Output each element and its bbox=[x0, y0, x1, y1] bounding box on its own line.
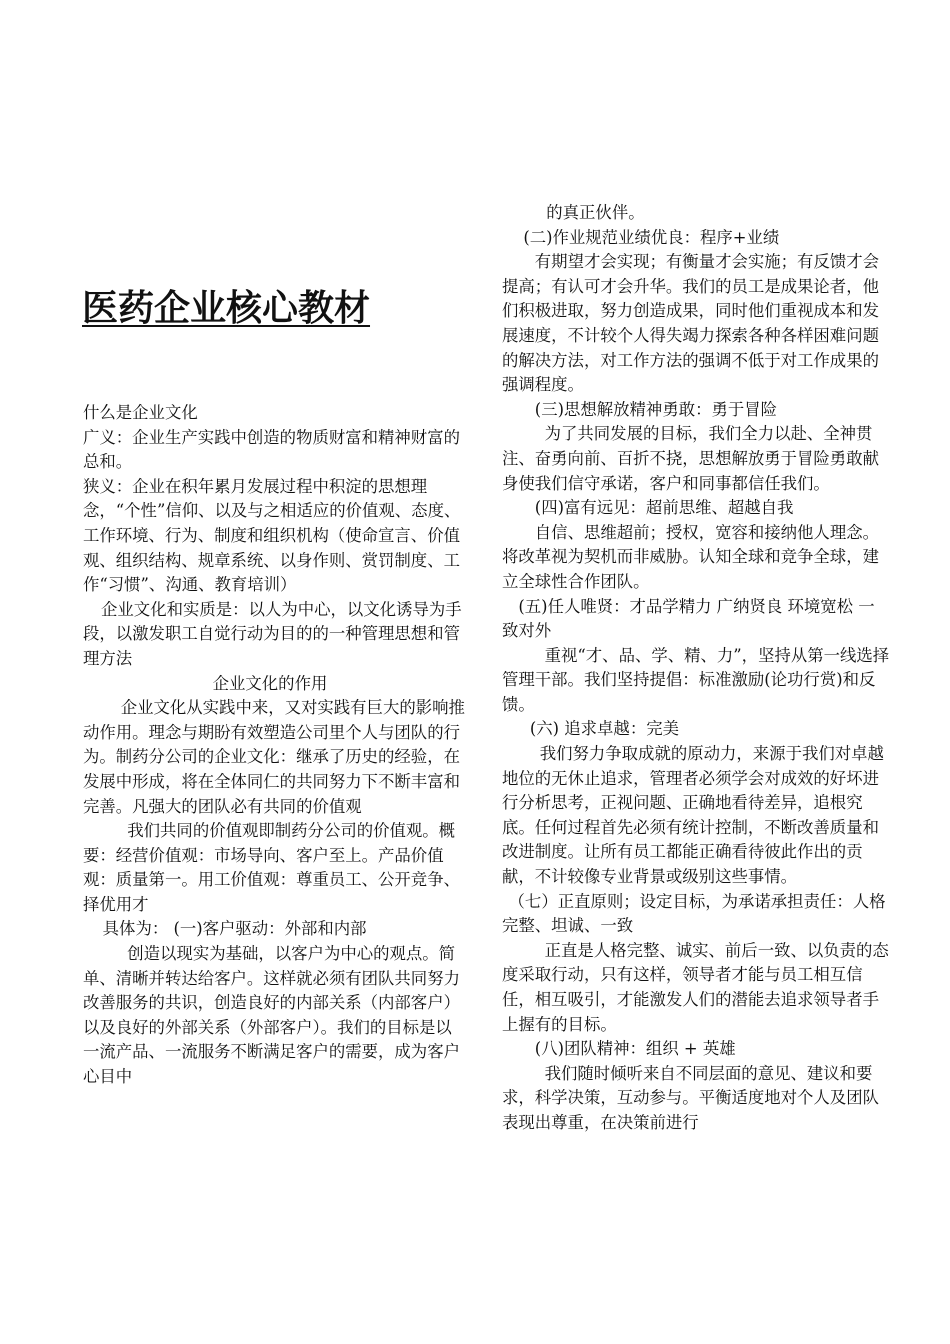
paragraph: (四)富有远见：超前思维、超越自我 bbox=[534, 498, 794, 518]
paragraph: 广义：企业生产实践中创造的物质财富和精神财富的总和。 bbox=[83, 427, 460, 472]
right-column bbox=[502, 201, 890, 1136]
paragraph: 企业文化从实践中来，又对实践有巨大的影响推动作用。理念与期盼有效塑造公司里个人与团队的行为。制药分公司的企业文化：继承了历史的经验，在发展中形成，将在全体同仁的共同努力下不断丰富和完善。凡强大的团队必有共同的价值观 bbox=[83, 698, 465, 816]
paragraph: （七）正直原则；设定目标，为承诺承担责任：人格完整、坦诚、一致 bbox=[502, 891, 886, 936]
paragraph: (三)思想解放精神勇敢：勇于冒险 bbox=[534, 399, 778, 419]
paragraph: 狭义：企业在积年累月发展过程中积淀的思想理念，“个性”信仰、以及与之相适应的价值观、态度、工作环境、行为、制度和组织机构（使命宣言、价值观、组织结构、规章系统、以身作则、赏罚制度、工作“习惯”、沟通、教育培训） bbox=[83, 476, 461, 595]
paragraph: 我们共同的价值观即制药分公司的价值观。概要：经营价值观：市场导向、客户至上。产品价值观：质量第一。用工价值观：尊重员工、公开竞争、择优用才 bbox=[83, 821, 460, 914]
paragraph: 具体为： (一)客户驱动：外部和内部 bbox=[102, 919, 367, 939]
document-title: 医药企业核心教材 bbox=[82, 288, 371, 329]
paragraph: (六) 追求卓越：完美 bbox=[529, 719, 679, 739]
paragraph: 自信、思维超前；授权，宽容和接纳他人理念。将改革视为契机而非威胁。认知全球和竞争全球，建立全球性合作团队。 bbox=[502, 522, 879, 591]
paragraph: (二)作业规范业绩优良：程序+业绩 bbox=[523, 227, 780, 247]
paragraph: 有期望才会实现；有衡量才会实施；有反馈才会提高；有认可才会升华。我们的员工是成果论者，他们积极进取，努力创造成果，同时他们重视成本和发展速度，不计较个人得失竭力探索各种各样困难问题的解决方法，对工作方法的强调不低于对工作成果的强调程度。 bbox=[502, 252, 879, 395]
paragraph: 我们随时倾听来自不同层面的意见、建议和要求，科学决策，互动参与。平衡适度地对个人及团队表现出尊重，在决策前进行 bbox=[502, 1063, 879, 1132]
paragraph: 的真正伙伴。 bbox=[546, 203, 645, 222]
left-column bbox=[83, 401, 467, 1090]
paragraph: (五)任人唯贤：才品学精力 广纳贤良 环境宽松 一致对外 bbox=[502, 596, 875, 641]
paragraph: (八)团队精神：组织 + 英雄 bbox=[534, 1039, 736, 1059]
section-heading: 企业文化的作用 bbox=[212, 673, 328, 693]
paragraph: 创造以现实为基础，以客户为中心的观点。简单、清晰并转达给客户。这样就必须有团队共同努力改善服务的共识，创造良好的内部关系（内部客户）以及良好的外部关系（外部客户）。我们的目标是以一流产品、一流服务不断满足客户的需要，成为客户心目中 bbox=[83, 944, 460, 1087]
paragraph: 为了共同发展的目标，我们全力以赴、全神贯注、奋勇向前、百折不挠，思想解放勇于冒险勇敢献身使我们信守承诺，客户和同事都信任我们。 bbox=[502, 424, 879, 493]
paragraph: 我们努力争取成就的原动力，来源于我们对卓越地位的无休止追求，管理者必须学会对成效的好坏进行分析思考，正视问题、正确地看待差异，追根究底。任何过程首先必须有统计控制，不断改善质量和改进制度。让所有员工都能正确看待彼此作出的贡献，不计较像专业背景或级别这些事情。 bbox=[502, 744, 884, 887]
paragraph: 正直是人格完整、诚实、前后一致、以负责的态度采取行动，只有这样，领导者才能与员工相互信任，相互吸引，才能激发人们的潜能去追求领导者手上握有的目标。 bbox=[502, 940, 889, 1034]
paragraph: 什么是企业文化 bbox=[83, 403, 198, 422]
paragraph: 重视“才、品、学、精、力”，坚持从第一线选择管理干部。我们坚持提倡：标准激励(论功行赏)和反馈。 bbox=[502, 645, 890, 714]
paragraph: 企业文化和实质是：以人为中心，以文化诱导为手段，以激发职工自觉行动为目的的一种管理思想和管理方法 bbox=[83, 599, 462, 668]
